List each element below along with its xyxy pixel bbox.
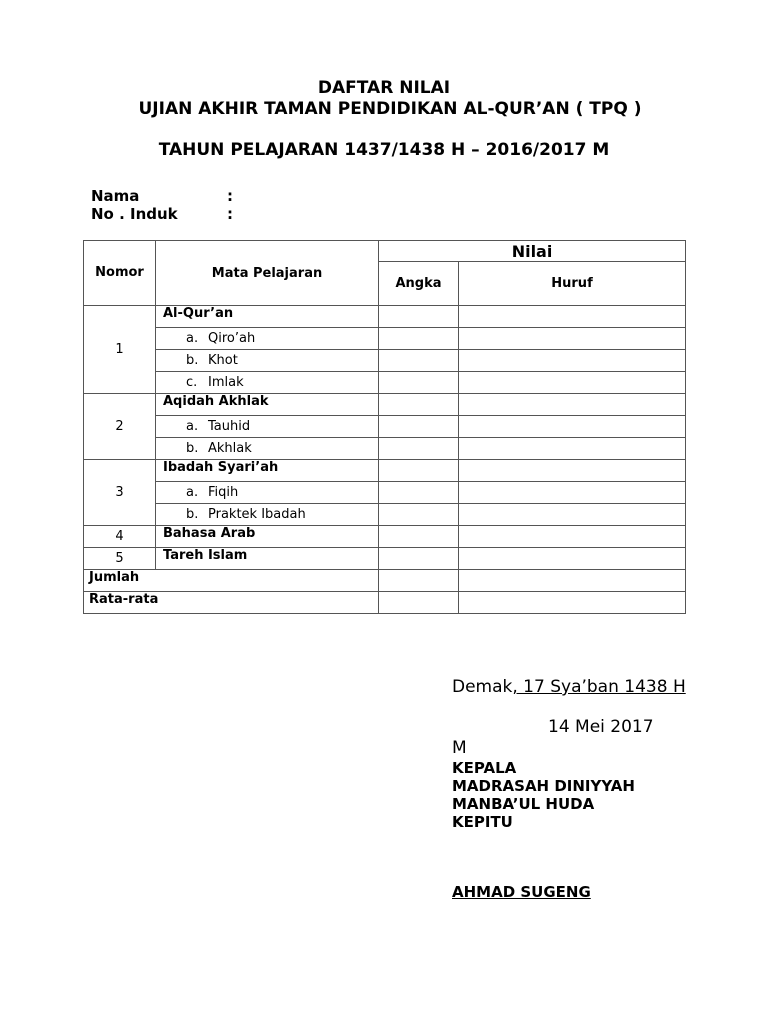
grade-huruf-cell[interactable]	[459, 504, 686, 526]
header-mata-pelajaran: Mata Pelajaran	[156, 241, 379, 306]
grade-angka-cell[interactable]	[379, 570, 459, 592]
field-induk-label: No . Induk	[91, 205, 178, 223]
table-row	[84, 372, 686, 394]
signature-date-hijri	[452, 677, 686, 698]
header-nilai: Nilai	[379, 241, 686, 262]
table-row	[84, 504, 686, 526]
grade-huruf-cell[interactable]	[459, 548, 686, 570]
row-number: 2	[84, 394, 156, 460]
table-row	[84, 350, 686, 372]
subject-name: Al-Qur’an	[156, 306, 379, 328]
sub-item-name: Fiqih	[208, 485, 239, 500]
row-number: 4	[84, 526, 156, 548]
table-row	[84, 548, 686, 570]
row-number: 3	[84, 460, 156, 526]
sub-item-name: Praktek Ibadah	[208, 507, 306, 522]
grade-huruf-cell[interactable]	[459, 460, 686, 482]
grade-huruf-cell[interactable]	[459, 416, 686, 438]
table-row	[84, 526, 686, 548]
grade-angka-cell[interactable]	[379, 416, 459, 438]
grade-huruf-cell[interactable]	[459, 328, 686, 350]
header-huruf: Huruf	[459, 262, 686, 306]
sub-item-marker: a.	[186, 419, 199, 434]
title-tahun: TAHUN PELAJARAN 1437/1438 H – 2016/2017 M	[158, 140, 610, 160]
row-number: 1	[84, 306, 156, 394]
table-row	[84, 570, 686, 592]
field-no-induk	[91, 205, 233, 223]
sub-item	[156, 504, 379, 526]
signature-place: Demak	[452, 677, 513, 697]
header-angka: Angka	[379, 262, 459, 306]
signature-masehi: 14 Mei 2017 M	[452, 717, 654, 758]
grade-huruf-cell[interactable]	[459, 372, 686, 394]
grade-angka-cell[interactable]	[379, 328, 459, 350]
grade-huruf-cell[interactable]	[459, 394, 686, 416]
grade-angka-cell[interactable]	[379, 592, 459, 614]
title-daftar-nilai: DAFTAR NILAI	[317, 78, 451, 98]
signature-role-1: KEPALA	[452, 759, 517, 777]
grade-angka-cell[interactable]	[379, 350, 459, 372]
sub-item-name: Khot	[208, 353, 238, 368]
field-nama-colon: :	[227, 187, 233, 205]
sub-item-name: Akhlak	[208, 441, 252, 456]
field-nama-label: Nama	[91, 187, 140, 205]
sub-item-name: Imlak	[208, 375, 244, 390]
sub-item-marker: b.	[186, 353, 199, 368]
sub-item	[156, 482, 379, 504]
grade-huruf-cell[interactable]	[459, 306, 686, 328]
grades-table	[83, 240, 686, 614]
sub-item-name: Tauhid	[208, 419, 251, 434]
header-nomor: Nomor	[84, 241, 156, 306]
signature-role-4: KEPITU	[452, 813, 513, 831]
jumlah-label: Jumlah	[84, 570, 379, 592]
sub-item	[156, 372, 379, 394]
table-row	[84, 394, 686, 416]
table-row	[84, 460, 686, 482]
subject-name: Tareh Islam	[156, 548, 379, 570]
field-nama	[91, 187, 233, 205]
grade-huruf-cell[interactable]	[459, 350, 686, 372]
grade-angka-cell[interactable]	[379, 306, 459, 328]
grade-angka-cell[interactable]	[379, 504, 459, 526]
sub-item-marker: b.	[186, 507, 199, 522]
grade-angka-cell[interactable]	[379, 482, 459, 504]
title-ujian: UJIAN AKHIR TAMAN PENDIDIKAN AL-QUR’AN ( TPQ )	[138, 99, 642, 119]
table-row	[84, 482, 686, 504]
signature-hijri: , 17 Sya’ban 1438 H	[512, 677, 686, 697]
table-row	[84, 592, 686, 614]
grade-huruf-cell[interactable]	[459, 570, 686, 592]
sub-item-marker: c.	[186, 375, 198, 390]
grade-huruf-cell[interactable]	[459, 482, 686, 504]
sub-item-marker: a.	[186, 485, 199, 500]
grade-angka-cell[interactable]	[379, 460, 459, 482]
sub-item	[156, 328, 379, 350]
grade-huruf-cell[interactable]	[459, 526, 686, 548]
signature-role-2: MADRASAH DINIYYAH	[452, 777, 635, 795]
subject-name: Aqidah Akhlak	[156, 394, 379, 416]
signature-name: AHMAD SUGENG	[452, 883, 591, 901]
table-row	[84, 416, 686, 438]
subject-name: Ibadah Syari’ah	[156, 460, 379, 482]
field-induk-colon: :	[227, 205, 233, 223]
table-row	[84, 438, 686, 460]
grade-angka-cell[interactable]	[379, 526, 459, 548]
signature-role-3: MANBA’UL HUDA	[452, 795, 595, 813]
grades-table-body	[84, 241, 686, 614]
row-number: 5	[84, 548, 156, 570]
subject-name: Bahasa Arab	[156, 526, 379, 548]
sub-item-marker: a.	[186, 331, 199, 346]
sub-item-marker: b.	[186, 441, 199, 456]
grade-angka-cell[interactable]	[379, 438, 459, 460]
table-row	[84, 328, 686, 350]
rata-rata-label: Rata-rata	[84, 592, 379, 614]
sub-item	[156, 350, 379, 372]
sub-item	[156, 416, 379, 438]
sub-item	[156, 438, 379, 460]
grade-angka-cell[interactable]	[379, 372, 459, 394]
signature-date-masehi	[452, 717, 672, 759]
grade-angka-cell[interactable]	[379, 394, 459, 416]
grade-huruf-cell[interactable]	[459, 592, 686, 614]
table-row	[84, 306, 686, 328]
grade-angka-cell[interactable]	[379, 548, 459, 570]
sub-item-name: Qiro’ah	[208, 331, 256, 346]
grade-huruf-cell[interactable]	[459, 438, 686, 460]
